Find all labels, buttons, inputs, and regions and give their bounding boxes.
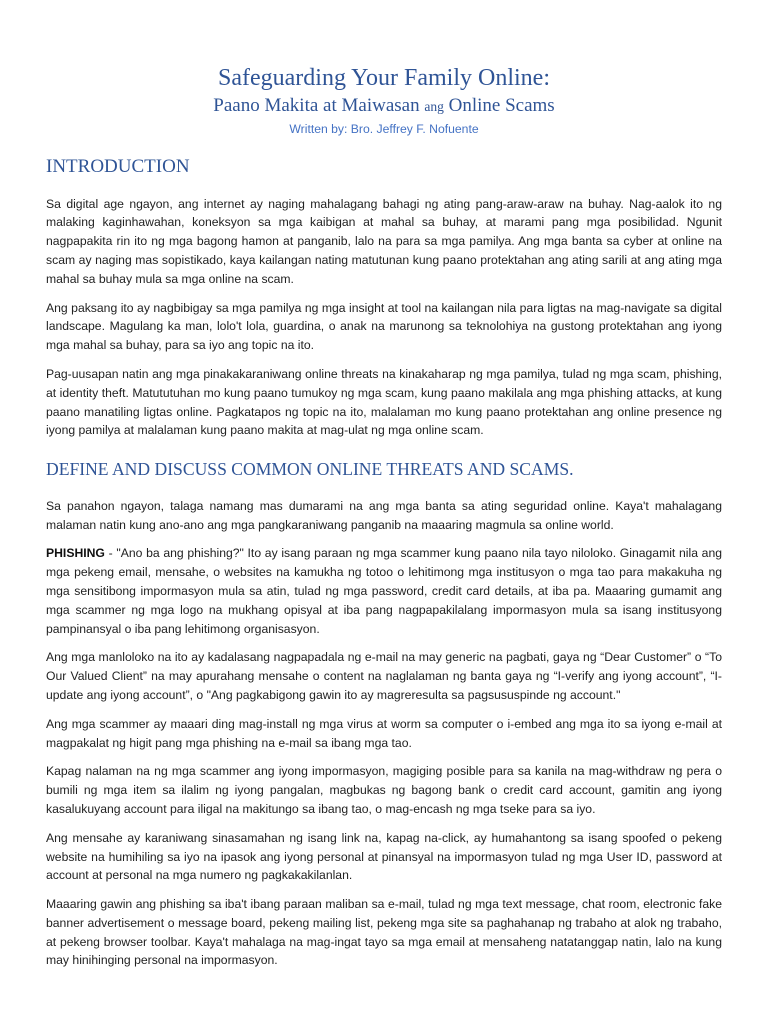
threats-paragraph: Ang mga manloloko na ito ay kadalasang nagpapadala ng e-mail na may generic na pagbati, gaya ng “Dear Customer” o “To Our Valued Client” na may apurahang mensahe o content na naglalaman ng banta gaya ng “I-verify ang iyong account”, “I-update ang iyong account”, o "Ang pagkabigong gawin ito ay magreresulta sa pagsususpinde ng account." xyxy=(46,650,722,702)
document-title: Safeguarding Your Family Online: xyxy=(218,65,550,91)
introduction-paragraph: Sa digital age ngayon, ang internet ay naging mahalagang bahagi ng ating pang-araw-araw na buhay. Nag-aalok ito ng malaking kaginhawahan, koneksyon sa mga kaibigan at mahal sa buhay, at marami pang mga posibilidad. Ngunit nagpapakita rin ito ng mga bagong hamon at panganib, lalo na para sa mga pamilya. Ang mga banta sa cyber at online na scam ay naging mas sopistikado, kaya kailangan nating matutunan kung paano protektahan ang ating sarili at ang ating mga mahal sa buhay mula sa mga online na scam. xyxy=(46,196,722,286)
subtitle-end: Online Scams xyxy=(448,95,555,116)
threats-intro-paragraph: Sa panahon ngayon, talaga namang mas dumarami na ang mga banta sa ating seguridad online. Kaya't mahalagang malaman natin kung ano-ano ang mga pangkaraniwang panganib na maaaring magmula sa online world. xyxy=(46,498,722,532)
threats-heading: DEFINE AND DISCUSS COMMON ONLINE THREATS AND SCAMS. xyxy=(46,459,574,480)
document-subtitle xyxy=(46,94,722,119)
phishing-definition: - "Ano ba ang phishing?" Ito ay isang paraan ng mga scammer kung paano nila tayo niloloko. Ginagamit nila ang mga pekeng email, mensahe, o websites na kamukha ng totoo o lehitimong mga institusyon o mga tao para makakuha ng mga sensitibong impormasyon mula sa atin, tulad ng mga password, credit card details, at iba pa. Maaaring gumamit ang mga scammer ng mga logo na mukhang opisyal at iba pang nagpapakilalang impormasyon mula sa isang institusyong pampinansyal o iba pang lehitimong organisasyon. xyxy=(46,546,723,636)
introduction-section xyxy=(46,155,722,440)
document-header xyxy=(46,64,722,137)
threats-section xyxy=(46,457,722,970)
introduction-paragraph: Pag-uusapan natin ang mga pinakakaraniwang online threats na kinakaharap ng mga pamilya, tulad ng mga scam, phishing, at identity theft. Matututuhan mo kung paano tumukoy ng mga scam, kung paano makilala ang mga phishing attacks, at kung paano manatiling ligtas online. Pagkatapos ng topic na ito, malalaman mo kung paano protektahan ang online presence ng iyong pamilya at malalaman kung paano makita at mag-ulat ng mga online scam. xyxy=(46,366,722,438)
document-byline: Written by: Bro. Jeffrey F. Nofuente xyxy=(289,122,479,136)
threats-paragraph: Ang mensahe ay karaniwang sinasamahan ng isang link na, kapag na-click, ay humahantong sa isang spoofed o pekeng website na humihiling sa iyo na ipasok ang iyong personal at pinansyal na impormasyon tulad ng mga User ID, password at account at personal na mga numero ng pagkakakilanlan. xyxy=(46,830,722,883)
phishing-term: PHISHING xyxy=(46,546,105,561)
phishing-definition-paragraph xyxy=(46,544,722,638)
introduction-heading: INTRODUCTION xyxy=(46,156,190,177)
threats-paragraph: Kapag nalaman na ng mga scammer ang iyong impormasyon, magiging posible para sa kanila na mag-withdraw ng pera o bumili ng mga item sa ilalim ng iyong pangalan, magbukas ng bagong bank o credit card account, gamitin ang iyong kasalukuyang account para iligal na makitungo sa ibang tao, o mag-encash ng mga tseke para sa iyo. xyxy=(46,764,722,816)
introduction-paragraph: Ang paksang ito ay nagbibigay sa mga pamilya ng mga insight at tool na kailangan nila para ligtas na mag-navigate sa digital landscape. Magulang ka man, lolo't lola, guardina, o anak na marunong sa teknolohiya na gustong protektahan ang iyong mga mahal sa buhay, para sa iyo ang topic na ito. xyxy=(46,300,722,353)
threats-paragraph: Ang mga scammer ay maaari ding mag-install ng mga virus at worm sa computer o i-embed ang mga ito sa iyong e-mail at magpakalat ng higit pang mga phishing na e-mail sa ibang mga tao. xyxy=(46,716,722,750)
subtitle-main: Paano Makita at Maiwasan xyxy=(213,95,420,116)
threats-paragraph: Maaaring gawin ang phishing sa iba't ibang paraan maliban sa e-mail, tulad ng mga text message, chat room, electronic fake banner advertisement o message board, pekeng mailing list, pekeng mga site sa paghahanap ng trabaho at alok ng trabaho, at pekeng browser toolbar. Kaya't mahalaga na mag-ingat tayo sa mga email at mensaheng natatanggap natin, lalo na kung may hinihinging personal na impormasyon. xyxy=(46,897,722,968)
subtitle-small-word: ang xyxy=(424,99,444,114)
